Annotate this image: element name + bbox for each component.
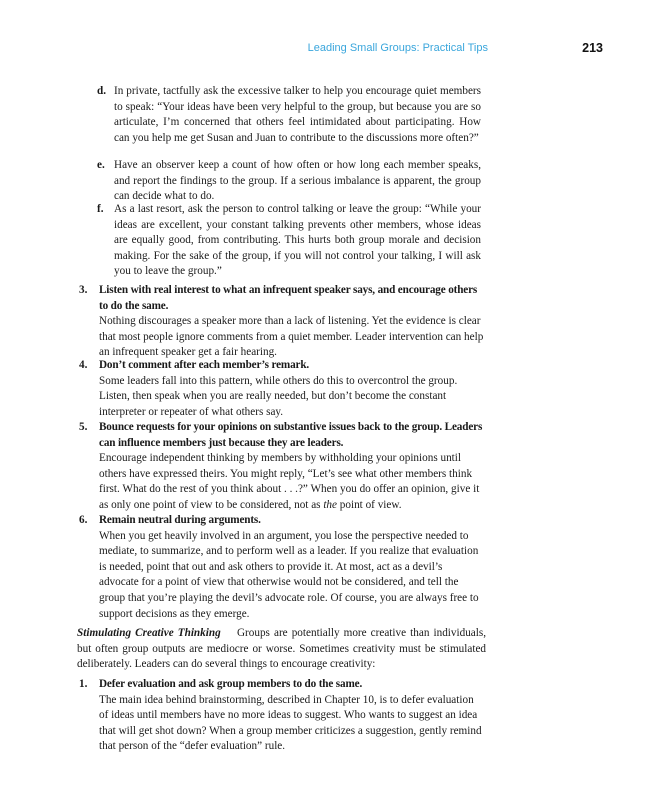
item-heading: Defer evaluation and ask group members to do the same. [99, 678, 363, 690]
section-text: Groups are potentially more creative than individuals, but often group outputs are mediocre or worse. Sometimes creativity must be stimulated deliberately. Leaders can do several things to encourage creativity: [77, 627, 487, 671]
item-body: The main idea behind brainstorming, described in Chapter 10, is to defer evaluation of ideas until members have no more ideas to suggest. Who wants to suggest an idea that will get shot down? When a group member criticizes a suggestion, gently remind that person of the “defer evaluation” rule. [99, 693, 482, 753]
running-head [0, 42, 645, 58]
item-body: When you get heavily involved in an argument, you lose the perspective needed to mediate, to summarize, and to perform well as a leader. If you realize that evaluation is needed, point that out and ask others to provide it. At most, act as a devil’s advocate for a point of view that otherwise would not be considered, and tell the group that you’re playing the devil’s advocate role. Of course, you are always free to support decisions as they emerge. [99, 529, 479, 620]
list-marker: f. [97, 203, 104, 215]
section-heading: Stimulating Creative Thinking [77, 627, 221, 639]
list-marker: e. [97, 159, 105, 171]
item-body: Some leaders fall into this pattern, while others do this to overcontrol the group. Listen, then speak when you are really needed, but don’t become the constant interpreter or repeater of what others say. [99, 374, 458, 418]
item-heading: Bounce requests for your opinions on substantive issues back to the group. Leaders can influence members just because they are leaders. [99, 421, 483, 449]
item-number: 1. [79, 678, 88, 690]
item-number: 6. [79, 514, 88, 526]
numbered-item-3 [79, 283, 484, 361]
list-item-e [97, 158, 481, 205]
list-item-text: In private, tactfully ask the excessive talker to help you encourage quiet members to speak: “Your ideas have been very helpful to the group, but because you are so articulate, I’m concerned that others feel intimidated about participating. How can you help me get Susan and Juan to contribute to the discussions more often?” [114, 85, 481, 144]
numbered-item-6 [79, 513, 484, 622]
numbered-item-1 [79, 677, 484, 755]
emphasis: the [323, 498, 337, 511]
item-body: Encourage independent thinking by members by withholding your opinions until others have expressed theirs. You might reply, “Let’s see what other members think first. What do the rest of you think about . . .?” When you do offer an opinion, give it as only one point of view to be considered, not as the point of view. [99, 452, 480, 511]
item-number: 4. [79, 359, 88, 371]
list-marker: d. [97, 85, 107, 97]
list-item-d [97, 84, 481, 146]
item-heading: Listen with real interest to what an infrequent speaker says, and encourage others to do the same. [99, 284, 478, 312]
section-paragraph [77, 626, 486, 673]
item-body: Nothing discourages a speaker more than a lack of listening. Yet the evidence is clear that most people ignore comments from a quiet member. Leader intervention can help an infrequent speaker get a fair hearing. [99, 315, 484, 359]
numbered-item-5 [79, 420, 484, 514]
list-item-text: As a last resort, ask the person to control talking or leave the group: “While your ideas are excellent, your constant talking prevents other members, whose ideas are equally good, from contributing. This hurts both group morale and decision making. For the sake of the group, if you will not control your talking, I will ask you to leave the group.” [114, 203, 481, 278]
list-item-text: Have an observer keep a count of how often or how long each member speaks, and report the findings to the group. If a serious imbalance is apparent, the group can decide what to do. [114, 159, 481, 203]
item-heading: Don’t comment after each member’s remark. [99, 359, 310, 371]
item-heading: Remain neutral during arguments. [99, 514, 261, 526]
item-number: 5. [79, 421, 88, 433]
list-item-f [97, 202, 481, 280]
page-number: 213 [582, 41, 603, 55]
item-number: 3. [79, 284, 88, 296]
numbered-item-4 [79, 358, 484, 420]
running-title: Leading Small Groups: Practical Tips [307, 42, 488, 54]
